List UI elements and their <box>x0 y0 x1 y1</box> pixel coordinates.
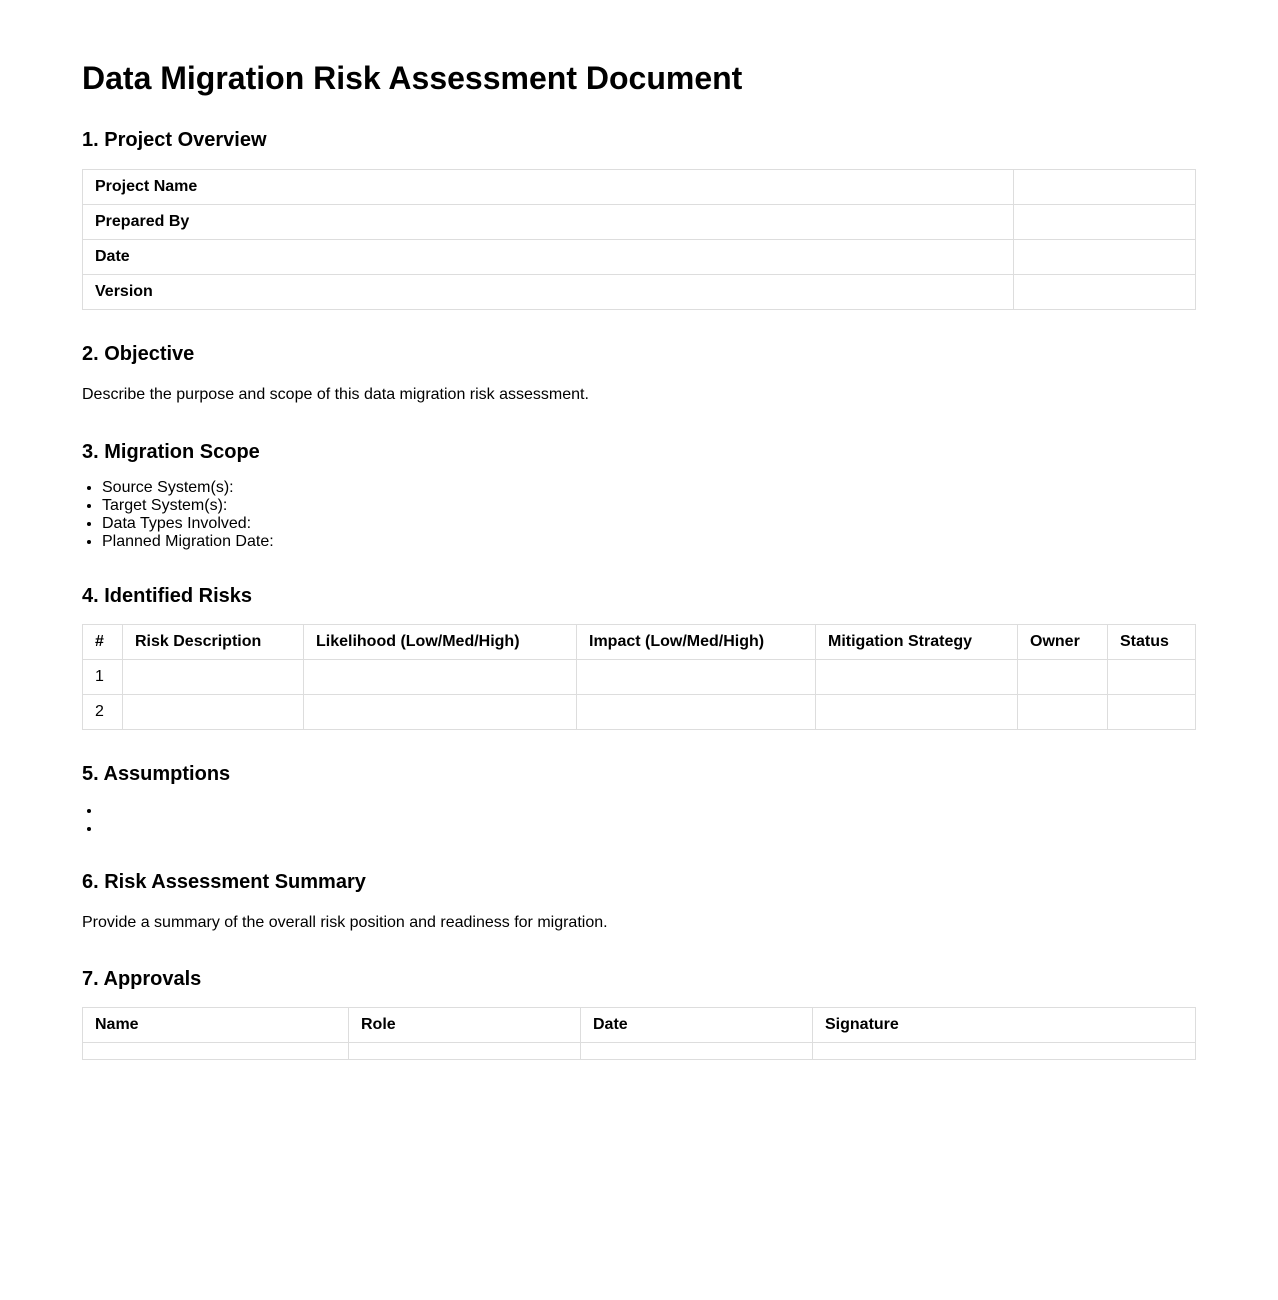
signature-cell[interactable] <box>813 1043 1196 1060</box>
column-header-mitigation-strategy: Mitigation Strategy <box>816 625 1018 660</box>
version-value[interactable] <box>1014 275 1196 310</box>
table-row <box>83 695 1196 730</box>
table-row <box>83 170 1196 205</box>
approver-name-cell[interactable] <box>83 1043 349 1060</box>
table-header-row <box>83 625 1196 660</box>
objective-text: Describe the purpose and scope of this data migration risk assessment. <box>82 386 589 403</box>
owner-cell[interactable] <box>1018 695 1108 730</box>
section-heading: 3. Migration Scope <box>82 441 260 463</box>
section-heading: 2. Objective <box>82 343 195 365</box>
table-row <box>83 205 1196 240</box>
summary-text: Provide a summary of the overall risk position and readiness for migration. <box>82 914 608 931</box>
section-identified-risks <box>82 584 1196 730</box>
prepared-by-value[interactable] <box>1014 205 1196 240</box>
risk-description-cell[interactable] <box>123 660 304 695</box>
section-heading: 7. Approvals <box>82 968 202 990</box>
column-header-role: Role <box>349 1008 581 1043</box>
section-heading: 6. Risk Assessment Summary <box>82 871 366 893</box>
likelihood-cell[interactable] <box>304 695 577 730</box>
column-header-status: Status <box>1108 625 1196 660</box>
risk-number: 1 <box>83 660 123 695</box>
row-label: Prepared By <box>83 205 1014 240</box>
table-header-row <box>83 1008 1196 1043</box>
risk-description-cell[interactable] <box>123 695 304 730</box>
table-row <box>83 660 1196 695</box>
section-objective <box>82 342 1196 404</box>
document-title: Data Migration Risk Assessment Document <box>82 60 743 96</box>
row-label: Version <box>83 275 1014 310</box>
approvals-table <box>82 1007 1196 1060</box>
risk-number: 2 <box>83 695 123 730</box>
list-item <box>102 802 1196 820</box>
column-header-number: # <box>83 625 123 660</box>
column-header-owner: Owner <box>1018 625 1108 660</box>
section-heading: 5. Assumptions <box>82 763 231 785</box>
section-approvals <box>82 967 1196 1060</box>
scope-list <box>82 479 1196 551</box>
table-row <box>83 240 1196 275</box>
risks-table <box>82 624 1196 730</box>
mitigation-cell[interactable] <box>816 660 1018 695</box>
section-project-overview <box>82 128 1196 310</box>
column-header-date: Date <box>581 1008 813 1043</box>
column-header-name: Name <box>83 1008 349 1043</box>
section-heading: 4. Identified Risks <box>82 585 253 607</box>
date-value[interactable] <box>1014 240 1196 275</box>
column-header-likelihood: Likelihood (Low/Med/High) <box>304 625 577 660</box>
table-row <box>83 1043 1196 1060</box>
section-migration-scope <box>82 440 1196 551</box>
impact-cell[interactable] <box>577 660 816 695</box>
owner-cell[interactable] <box>1018 660 1108 695</box>
column-header-risk-description: Risk Description <box>123 625 304 660</box>
project-name-value[interactable] <box>1014 170 1196 205</box>
approval-date-cell[interactable] <box>581 1043 813 1060</box>
approver-role-cell[interactable] <box>349 1043 581 1060</box>
table-row <box>83 275 1196 310</box>
row-label: Date <box>83 240 1014 275</box>
list-item <box>102 820 1196 838</box>
mitigation-cell[interactable] <box>816 695 1018 730</box>
project-overview-table <box>82 169 1196 310</box>
likelihood-cell[interactable] <box>304 660 577 695</box>
row-label: Project Name <box>83 170 1014 205</box>
status-cell[interactable] <box>1108 660 1196 695</box>
section-assumptions <box>82 762 1196 838</box>
list-item: • Data Types Involved: <box>102 515 1196 533</box>
section-heading: 1. Project Overview <box>82 129 267 151</box>
section-risk-assessment-summary <box>82 870 1196 932</box>
impact-cell[interactable] <box>577 695 816 730</box>
status-cell[interactable] <box>1108 695 1196 730</box>
assumptions-list <box>82 802 1196 838</box>
list-item: • Target System(s): <box>102 497 1196 515</box>
list-item: • Source System(s): <box>102 479 1196 497</box>
column-header-signature: Signature <box>813 1008 1196 1043</box>
column-header-impact: Impact (Low/Med/High) <box>577 625 816 660</box>
list-item: • Planned Migration Date: <box>102 533 1196 551</box>
